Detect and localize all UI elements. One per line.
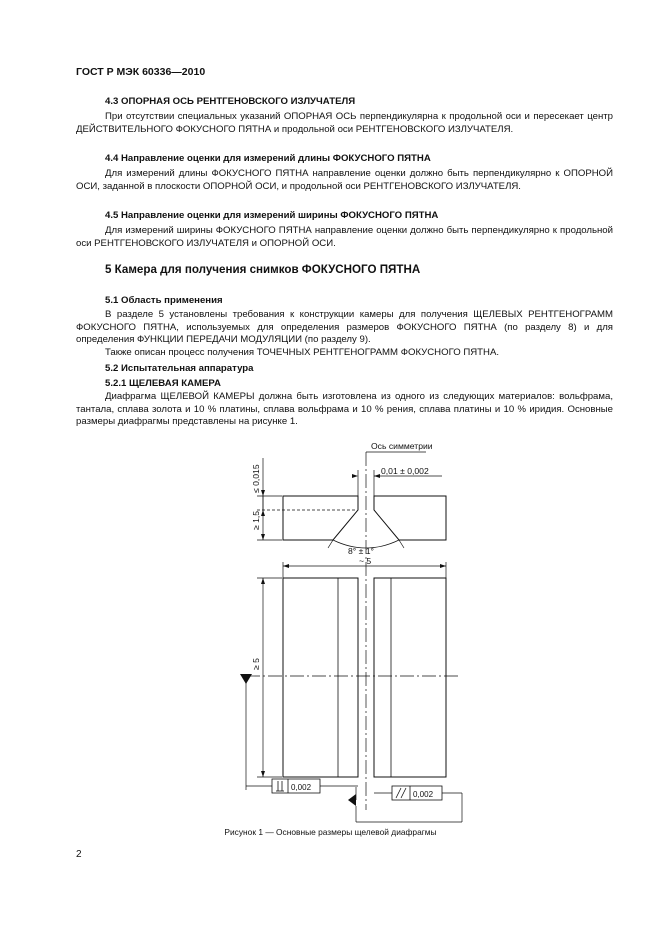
page-number: 2 <box>76 849 82 860</box>
page-header: ГОСТ Р МЭК 60336—2010 <box>76 66 206 78</box>
chapter-5-title: 5 Камера для получения снимков ФОКУСНОГО ПЯТНА <box>105 263 421 276</box>
aperture-plate-left <box>283 578 358 777</box>
label-angle: 8° ± 1° <box>348 546 374 556</box>
section-5-1-title: 5.1 Область применения <box>105 295 223 306</box>
section-5-2-title: 5.2 Испытательная аппаратура <box>105 363 254 374</box>
label-thickness: ≥ 1,5 <box>251 510 261 530</box>
section-4-3-title: 4.3 ОПОРНАЯ ОСЬ РЕНТГЕНОВСКОГО ИЗЛУЧАТЕЛЯ <box>105 96 356 107</box>
label-tolerance-parallelism: 0,002 <box>413 790 434 799</box>
section-4-5-title: 4.5 Направление оценки для измерений ширины ФОКУСНОГО ПЯТНА <box>105 210 439 221</box>
section-4-4-title: 4.4 Направление оценки для измерений длины ФОКУСНОГО ПЯТНА <box>105 153 431 164</box>
label-symmetry-axis: Ось симметрии <box>371 441 433 451</box>
section-4-5-text: Для измерений ширины ФОКУСНОГО ПЯТНА направление оценки должно быть перпендикулярно к продольной оси РЕНТГЕНОВСКОГО ИЗЛУЧАТЕЛЯ и ОПОРНОЙ ОСИ. <box>76 225 613 249</box>
label-slit-width: 0,01 ± 0,002 <box>381 466 429 476</box>
section-4-4-text: Для измерений длины ФОКУСНОГО ПЯТНА направление оценки должно быть перпендикулярно к ОПОРНОЙ ОСИ, заданной в плоскости ОПОРНОЙ ОСИ, и продольной оси РЕНТГЕНОВСКОГО ИЗЛУЧАТЕЛЯ. <box>76 168 613 192</box>
section-5-2-1-text: Диафрагма ЩЕЛЕВОЙ КАМЕРЫ должна быть изготовлена из одного из следующих материалов: вольфрама, тантала, сплава золота и 10 % платины, сплава вольфрама и 10 % рения, сплава платины и 10 % иридия. Основные размеры диафрагмы представлены на рисунке 1. <box>76 391 613 428</box>
aperture-section-left <box>283 496 358 540</box>
datum-triangle-bottom <box>348 794 356 806</box>
datum-triangle-left <box>240 674 252 684</box>
label-length: ≥ 5 <box>251 658 261 670</box>
section-5-1-text-2: Также описан процесс получения ТОЧЕЧНЫХ РЕНТГЕНОГРАММ ФОКУСНОГО ПЯТНА. <box>105 347 500 358</box>
aperture-section-right <box>374 496 446 540</box>
section-5-1-text: В разделе 5 установлены требования к конструкции камеры для получения ЩЕЛЕВЫХ РЕНТГЕНОГРАММ ФОКУСНОГО ПЯТНА, используемых для определения размеров ФОКУСНОГО ПЯТНА (по разделу 8) и для определения ФУНКЦИИ ПЕРЕДАЧИ МОДУЛЯЦИИ (по разделу 9). <box>76 309 613 346</box>
aperture-plate-right <box>374 578 446 777</box>
section-4-3-text: При отсутствии специальных указаний ОПОРНАЯ ОСЬ перпендикулярна к продольной оси и пересекает центр ДЕЙСТВИТЕЛЬНОГО ФОКУСНОГО ПЯТНА и продольной оси РЕНТГЕНОВСКОГО ИЗЛУЧАТЕЛЯ. <box>76 111 613 135</box>
figure-caption: Рисунок 1 — Основные размеры щелевой диафрагмы <box>224 827 437 837</box>
label-tolerance-perpendicularity: 0,002 <box>291 783 312 792</box>
section-5-2-1-title: 5.2.1 ЩЕЛЕВАЯ КАМЕРА <box>105 378 221 389</box>
label-slit-depth: ≤ 0,015 <box>251 464 261 493</box>
label-width: ~ 5 <box>359 556 372 566</box>
